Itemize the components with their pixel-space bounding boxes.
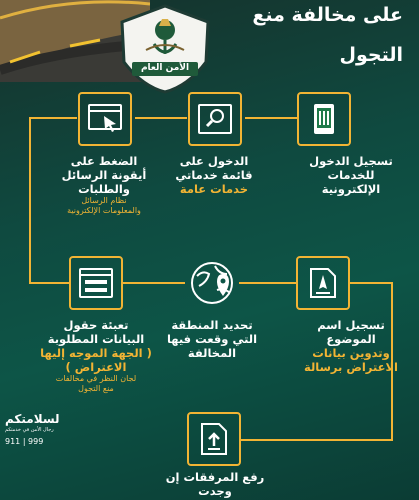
step2-icon-frame: [188, 92, 242, 146]
brand-block: [5, 412, 65, 446]
upload-icon: [199, 422, 229, 456]
brand-name: لسلامتكم: [5, 412, 60, 426]
page-title-line2: التجول: [339, 44, 403, 66]
step4-text: تسجيل اسم الموضوع وتدوين بيانات الاعتراض برسالة: [303, 318, 399, 374]
step7-text: رفع المرفقات إن وجدت: [165, 470, 265, 498]
step1-text: تسجيل الدخول للخدمات الإلكترونية: [309, 154, 393, 196]
emblem-text: الأمن العام: [140, 63, 190, 73]
click-cursor-icon: [88, 104, 122, 134]
step2-text: الدخول على قائمة خدماتي خدمات عامة: [175, 154, 253, 196]
form-fields-icon: [79, 268, 113, 298]
page-title-line1: على مخالفة منع: [252, 4, 403, 26]
step1-icon-frame: [297, 92, 351, 146]
brand-numbers: 911 | 999: [5, 437, 44, 446]
step6-text: تعبئة حقول البيانات المطلوبة ( الجهة الموجه إليها الاعتراض ) لجان النظر في مخالفات منع التجول: [40, 318, 152, 393]
step4-icon-frame: [296, 256, 350, 310]
map-location-icon: [189, 260, 235, 306]
brand-tagline: رجال الأمن في خدمتكم: [5, 427, 54, 433]
step6-icon-frame: [69, 256, 123, 310]
step3-icon-frame: [78, 92, 132, 146]
step5-text: تحديد المنطقة التي وقعت فيها المخالفة: [166, 318, 258, 360]
search-icon: [198, 104, 232, 134]
document-write-icon: [308, 267, 338, 299]
step7-icon-frame: [187, 412, 241, 466]
step3-text: الضغط على أيقونة الرسائل والطلبات نظام الرسائل والمعلومات الإلكترونية: [61, 154, 147, 215]
step5-icon-frame: [185, 256, 239, 310]
phone-services-icon: [309, 103, 339, 135]
